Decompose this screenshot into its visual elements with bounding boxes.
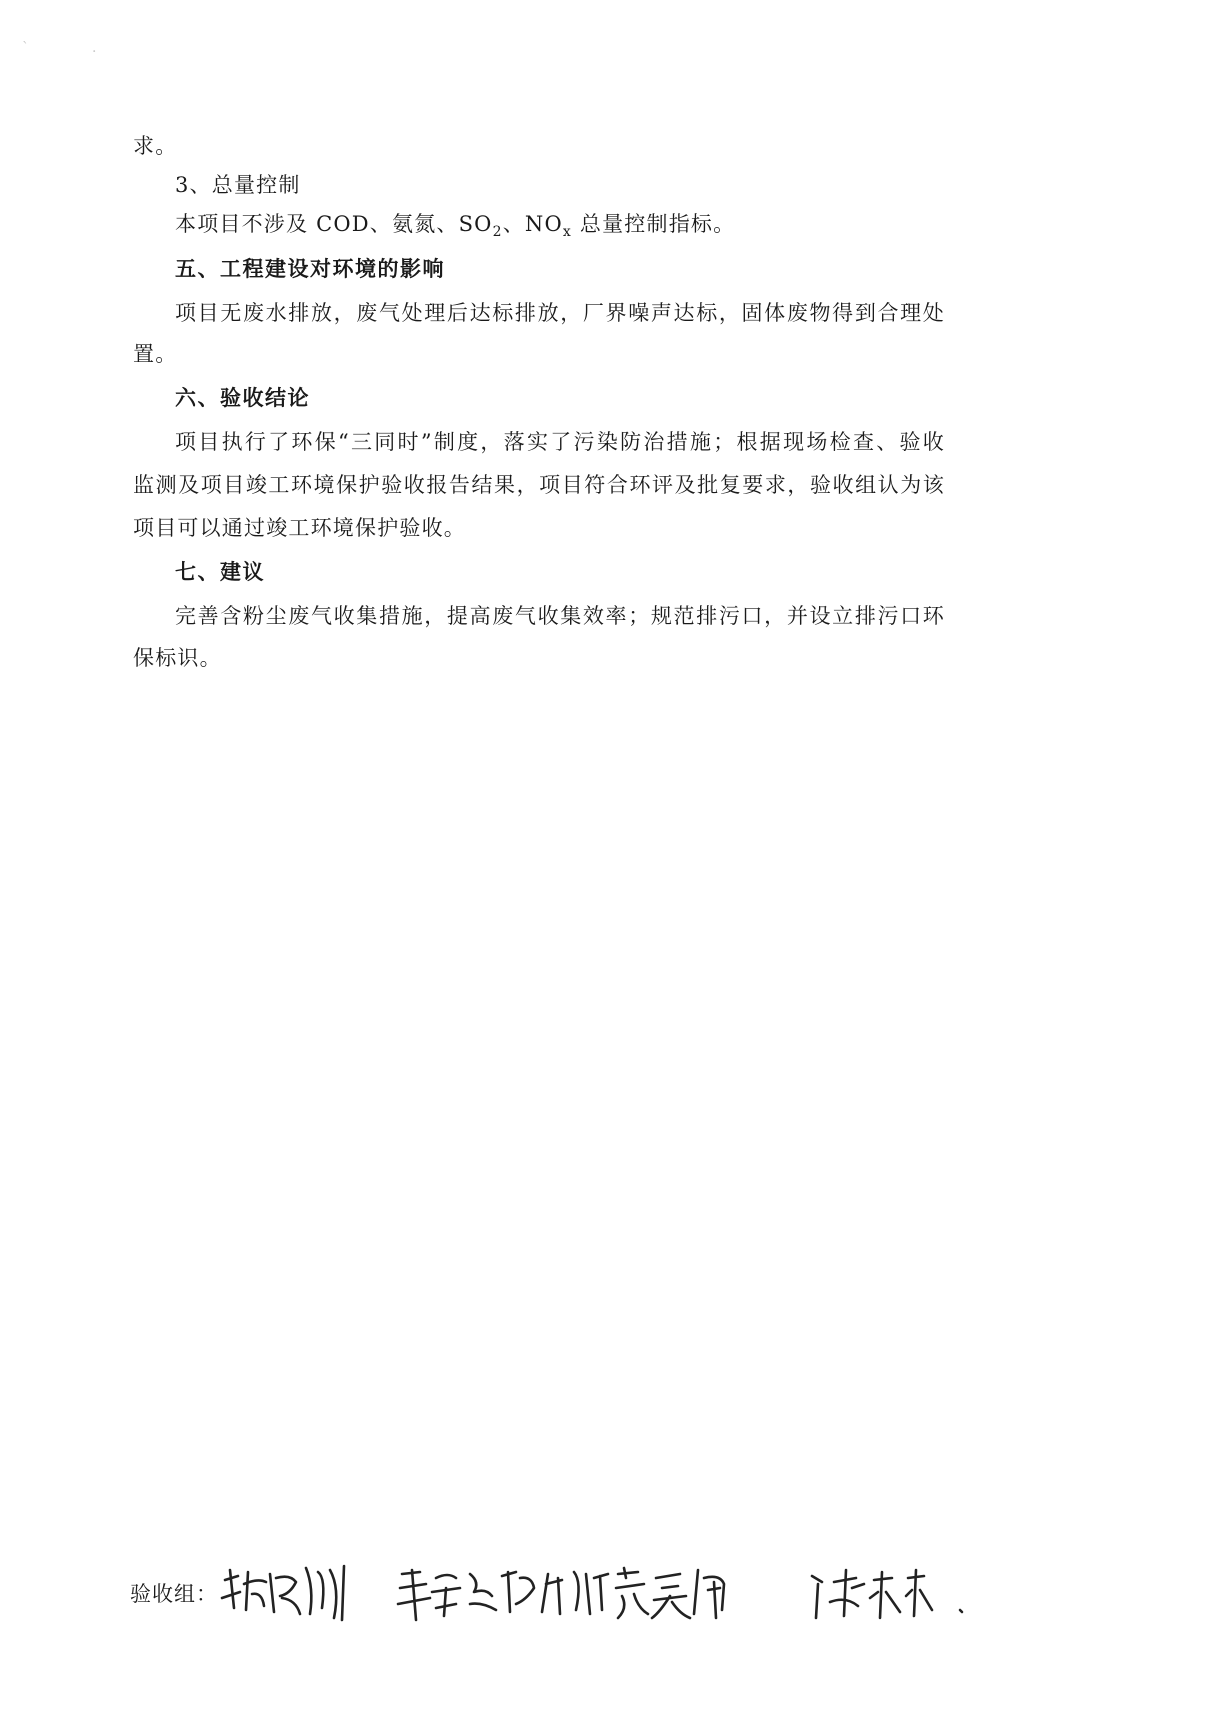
- scan-speck: ˋ: [22, 40, 29, 56]
- section-6-body-line-3: 项目可以通过竣工环境保护验收。: [133, 516, 466, 540]
- section-7-body-line-2: 保标识。: [133, 646, 222, 670]
- section-6-body-line-2: 监测及项目竣工环境保护验收报告结果，项目符合环评及批复要求，验收组认为该: [133, 473, 945, 497]
- signature-4: [812, 1570, 962, 1618]
- nox-subscript: x: [562, 224, 573, 240]
- section-3-body-text-b: 、NO: [502, 212, 563, 236]
- section-3-body: [175, 209, 735, 239]
- signature-2: [398, 1570, 534, 1620]
- scan-speck: ·: [92, 44, 97, 60]
- signature-block: [130, 1548, 1080, 1638]
- continued-line: 求。: [133, 134, 178, 158]
- section-6-title: 六、验收结论: [175, 385, 310, 410]
- so2-subscript: 2: [492, 224, 503, 240]
- signature-1: [222, 1566, 344, 1620]
- handwritten-signatures: [130, 1548, 1080, 1638]
- section-3-body-text-c: 总量控制指标。: [572, 212, 736, 236]
- section-7-title: 七、建议: [175, 559, 265, 584]
- section-3-title: 3、总量控制: [175, 173, 301, 197]
- section-3-body-text-a: 本项目不涉及 COD、氨氮、SO: [175, 212, 493, 236]
- signature-3: [542, 1568, 724, 1618]
- section-5-body-line-2: 置。: [133, 342, 178, 366]
- section-5-body-line-1: 项目无废水排放，废气处理后达标排放，厂界噪声达标，固体废物得到合理处: [175, 301, 945, 325]
- signature-label: 验收组：: [130, 1582, 218, 1606]
- section-5-title: 五、工程建设对环境的影响: [175, 256, 445, 281]
- section-6-body-line-1: 项目执行了环保“三同时”制度，落实了污染防治措施；根据现场检查、验收: [175, 430, 945, 454]
- section-7-body-line-1: 完善含粉尘废气收集措施，提高废气收集效率；规范排污口，并设立排污口环: [175, 604, 945, 628]
